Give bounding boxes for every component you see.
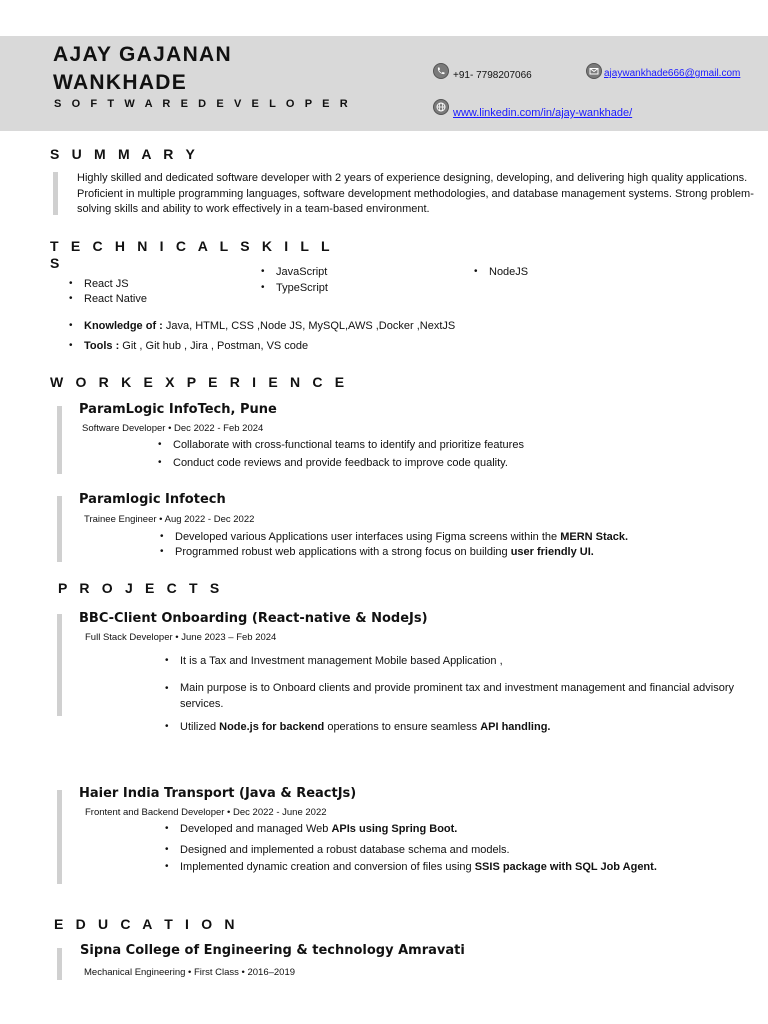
- skill-item: • React JS: [84, 278, 129, 290]
- job-bullet-text: Programmed robust web applications with a strong focus on building: [175, 546, 511, 558]
- skills-heading-line1: T E C H N I C A L S K I L L: [50, 238, 334, 254]
- job-bullet-text: Developed various Applications user interfaces using Figma screens within the: [175, 531, 561, 543]
- project-bullet-bold: SSIS package with SQL Job Agent.: [474, 861, 657, 873]
- project-bar: [57, 614, 62, 716]
- summary-heading: S U M M A R Y: [50, 146, 199, 162]
- project-name: BBC-Client Onboarding (React-native & NodeJs): [79, 611, 428, 626]
- skill-item: • TypeScript: [276, 282, 328, 294]
- projects-heading: P R O J E C T S: [58, 580, 224, 596]
- skills-heading-line2: S: [50, 255, 64, 271]
- project-bullet: • Designed and implemented a robust database schema and models.: [180, 844, 510, 856]
- job-bar: [57, 406, 62, 474]
- job-bullet-bold: user friendly UI.: [510, 546, 594, 558]
- project-bullet-text: Utilized: [180, 721, 220, 733]
- job-bullet: • Conduct code reviews and provide feedback to improve code quality.: [173, 457, 508, 469]
- project-meta: Full Stack Developer • June 2023 – Feb 2024: [85, 632, 277, 643]
- project-bullet: [180, 861, 657, 873]
- education-heading: E D U C A T I O N: [54, 916, 239, 932]
- globe-icon: [433, 99, 449, 115]
- tools-label: Tools :: [84, 340, 120, 352]
- email-icon: [586, 63, 602, 79]
- job-bullet: [175, 531, 628, 543]
- skill-item: • React Native: [84, 293, 147, 305]
- candidate-name: AJAY GAJANAN WANKHADE: [53, 43, 232, 94]
- knowledge-value: Java, HTML, CSS ,Node JS, MySQL,AWS ,Docker ,NextJS: [162, 320, 456, 332]
- project-bullet-bold: APIs using Spring Boot.: [331, 823, 458, 835]
- project-bullet: [180, 721, 550, 733]
- project-bar: [57, 790, 62, 884]
- tools-line: [84, 340, 308, 352]
- skill-item: • NodeJS: [489, 266, 528, 278]
- college-name: Sipna College of Engineering & technology Amravati: [80, 943, 465, 958]
- project-bullet-text: operations to ensure seamless: [324, 721, 481, 733]
- tools-value: Git , Git hub , Jira , Postman, VS code: [119, 340, 309, 352]
- project-meta: Frontent and Backend Developer • Dec 2022 - June 2022: [85, 807, 327, 818]
- linkedin-link[interactable]: www.linkedin.com/in/ajay-wankhade/: [453, 107, 633, 119]
- skill-item: • JavaScript: [276, 266, 327, 278]
- project-bullet: • Main purpose is to Onboard clients and provide prominent tax and investment management and financial advisory services.: [180, 681, 740, 712]
- job-meta: Software Developer • Dec 2022 - Feb 2024: [82, 423, 264, 434]
- project-bullet-bold: Node.js for backend: [219, 721, 325, 733]
- job-company: ParamLogic InfoTech, Pune: [79, 402, 277, 417]
- project-bullet-bold: API handling.: [480, 721, 551, 733]
- knowledge-label: Knowledge of :: [84, 320, 163, 332]
- email-link[interactable]: ajaywankhade666@gmail.com: [604, 68, 741, 79]
- project-bullet: [180, 823, 457, 835]
- phone-icon: [433, 63, 449, 79]
- job-company: Paramlogic Infotech: [79, 492, 226, 507]
- project-bullet-text: Implemented dynamic creation and conversion of files using: [180, 861, 475, 873]
- job-bullet: [175, 546, 594, 558]
- knowledge-line: [84, 320, 455, 332]
- job-bullet: • Collaborate with cross-functional teams to identify and prioritize features: [173, 439, 524, 451]
- project-name: Haier India Transport (Java & ReactJs): [79, 786, 357, 801]
- candidate-role: S O F T W A R E D E V E L O P E R: [54, 98, 352, 110]
- project-bullet-text: Developed and managed Web: [180, 823, 332, 835]
- summary-text: Highly skilled and dedicated software developer with 2 years of experience designing, developing, and delivering high quality applications. Proficient in multiple programming languages, software development methodologies, and database management systems. Strong problem- solving skills and ability to work effectively in a team-based environment.: [77, 172, 754, 215]
- job-bullet-bold: MERN Stack.: [560, 531, 629, 543]
- education-bar: [57, 948, 62, 980]
- project-bullet: • It is a Tax and Investment management Mobile based Application ,: [180, 655, 503, 667]
- phone-number: +91- 7798207066: [453, 70, 532, 81]
- job-meta: Trainee Engineer • Aug 2022 - Dec 2022: [84, 514, 255, 525]
- job-bar: [57, 496, 62, 562]
- education-meta: Mechanical Engineering • First Class • 2016–2019: [84, 967, 296, 978]
- work-heading: W O R K E X P E R I E N C E: [50, 374, 349, 390]
- summary-bar: [53, 172, 58, 215]
